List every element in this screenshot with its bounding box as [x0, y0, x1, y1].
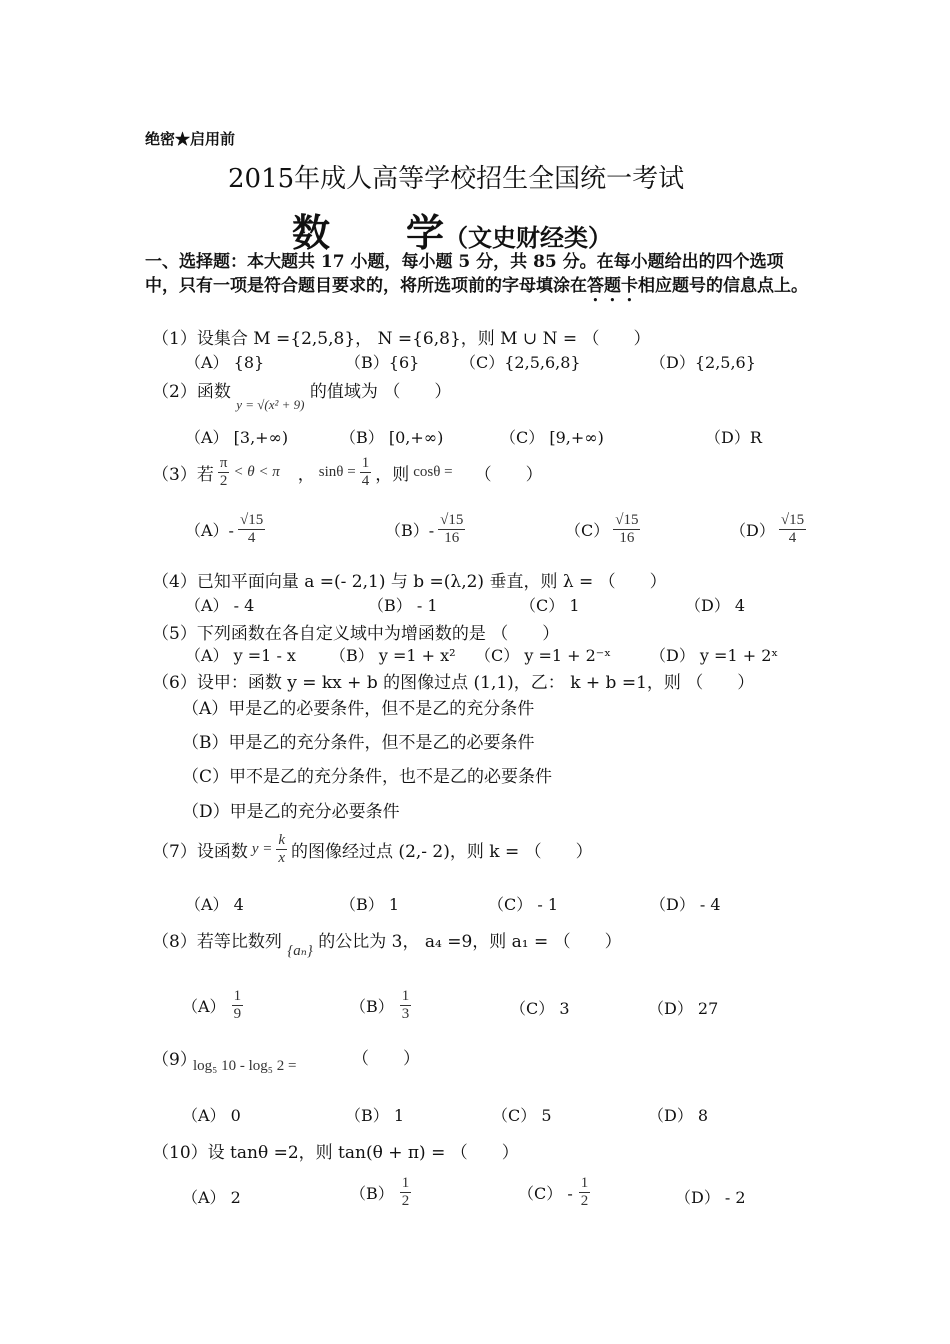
q9-option-d[interactable]: （D） 8 — [648, 1106, 709, 1125]
q8-b-label: （B） — [350, 996, 394, 1016]
q2-option-b[interactable]: （B） [0,+∞) — [340, 428, 444, 447]
question-5-stem: （5）下列函数在各自定义域中为增函数的是 （ ） — [152, 624, 560, 644]
q3-option-c[interactable] — [565, 512, 640, 546]
q3-range-num: π — [219, 455, 228, 471]
q5-option-b[interactable]: （B） y =1 + x² — [330, 646, 456, 665]
q7-fraction — [276, 832, 287, 866]
q6-option-d[interactable]: （D）甲是乙的充分必要条件 — [182, 802, 400, 822]
q10-c-num: 1 — [580, 1175, 589, 1191]
q4-option-c[interactable]: （C） 1 — [520, 596, 580, 615]
q6-option-a[interactable]: （A）甲是乙的必要条件，但不是乙的充分条件 — [182, 699, 535, 719]
q3-a-den: 4 — [247, 529, 256, 546]
q3-range-den: 2 — [219, 472, 228, 489]
q8-a-fraction — [232, 988, 244, 1022]
question-1-stem: （1）设集合 M ={2,5,8}， N ={6,8}，则 M ∪ N = （ ） — [152, 329, 651, 349]
q3-option-a[interactable] — [185, 512, 265, 546]
intro-answer-card: 答题卡 — [587, 276, 638, 296]
question-9-label: （9） — [152, 1050, 197, 1070]
q10-b-num: 1 — [401, 1175, 410, 1191]
q5-option-c[interactable]: （C） y =1 + 2⁻ˣ — [475, 646, 612, 665]
q9-option-c[interactable]: （C） 5 — [492, 1106, 552, 1125]
q7-option-a[interactable]: （A） 4 — [185, 895, 244, 914]
q3-d-fraction — [779, 512, 806, 546]
question-8-stem — [152, 927, 622, 959]
q9-option-b[interactable]: （B） 1 — [345, 1106, 405, 1125]
q2-expr: y = √(x² + 9) — [236, 397, 305, 412]
q10-c-label: （C） - — [518, 1183, 573, 1203]
q3-c-den: 16 — [619, 529, 635, 546]
q2-option-c[interactable]: （C） [9,+∞) — [500, 428, 604, 447]
q2-option-d[interactable]: （D）R — [705, 428, 762, 447]
q1-option-b[interactable]: （B）{6} — [345, 353, 420, 372]
subject-main: 数 学 — [292, 210, 445, 255]
q3-cos: cosθ = — [413, 463, 453, 480]
q6-option-b[interactable]: （B）甲是乙的充分条件，但不是乙的必要条件 — [182, 733, 535, 753]
q7-stem-b: 的图像经过点 (2,- 2)，则 k = （ ） — [291, 841, 593, 862]
q10-b-fraction — [400, 1175, 412, 1209]
q9-option-a[interactable]: （A） 0 — [182, 1106, 241, 1125]
q3-sin-num: 1 — [361, 455, 370, 471]
q7-option-c[interactable]: （C） - 1 — [488, 895, 559, 914]
exam-title: 2015年成人高等学校招生全国统一考试 — [228, 164, 685, 194]
q1-option-d[interactable]: （D）{2,5,6} — [650, 353, 756, 372]
q1-option-c[interactable]: （C）{2,5,6,8} — [460, 353, 581, 372]
q3-b-label: （B）- — [385, 520, 435, 540]
q7-num: k — [278, 832, 286, 848]
q8-option-b[interactable] — [350, 988, 411, 1022]
q8-b-den: 3 — [401, 1005, 410, 1022]
q3-d-num: √15 — [780, 512, 805, 528]
q7-stem-a: （7）设函数 — [152, 841, 248, 862]
q3-a-fraction — [238, 512, 265, 546]
q10-option-a[interactable]: （A） 2 — [182, 1188, 241, 1207]
q10-b-label: （B） — [350, 1183, 394, 1203]
q3-a-num: √15 — [239, 512, 264, 528]
q9-paren: （ ） — [352, 1049, 420, 1069]
q3-range-fraction — [218, 455, 230, 489]
q10-c-den: 2 — [580, 1192, 589, 1209]
intro-text-c: 相应题号的信息点上。 — [638, 276, 808, 296]
question-6-stem: （6）设甲：函数 y = kx + b 的图像过点 (1,1)，乙： k + b =1，则 （ ） — [152, 673, 755, 693]
q2-stem-b: 的值域为 （ ） — [309, 382, 452, 402]
q10-option-d[interactable]: （D） - 2 — [675, 1188, 746, 1207]
question-4-stem: （4）已知平面向量 a =(- 2,1) 与 b =(λ,2) 垂直，则 λ = （ ） — [152, 572, 667, 592]
q8-option-d[interactable]: （D） 27 — [648, 999, 719, 1018]
q3-stem-c: ，则 — [375, 464, 410, 485]
q8-b-fraction — [400, 988, 412, 1022]
q4-option-b[interactable]: （B） - 1 — [368, 596, 438, 615]
q2-stem-a: （2）函数 — [152, 382, 231, 402]
subject-title — [292, 202, 612, 257]
q4-option-a[interactable]: （A） - 4 — [185, 596, 255, 615]
q2-option-a[interactable]: （A） [3,+∞) — [185, 428, 289, 447]
q3-range-rest: < θ < π — [233, 463, 280, 480]
q5-option-d[interactable]: （D） y =1 + 2ˣ — [650, 646, 779, 665]
question-7-stem — [152, 832, 593, 866]
q10-b-den: 2 — [401, 1192, 410, 1209]
q8-b-num: 1 — [401, 988, 410, 1004]
q3-a-label: （A）- — [185, 520, 234, 540]
q7-option-d[interactable]: （D） - 4 — [650, 895, 721, 914]
q3-sin-fraction — [360, 455, 372, 489]
q3-sin: sinθ = — [318, 463, 356, 480]
q3-b-den: 16 — [444, 529, 460, 546]
section-intro — [145, 250, 813, 306]
q3-option-d[interactable] — [730, 512, 806, 546]
q8-a-num: 1 — [233, 988, 242, 1004]
q7-lhs: y = — [251, 840, 273, 857]
question-2-stem — [152, 377, 452, 412]
q8-stem-b: 的公比为 3， a₄ =9，则 a₁ = （ ） — [318, 932, 622, 952]
q3-sin-den: 4 — [361, 472, 370, 489]
q3-b-fraction — [438, 512, 465, 546]
q4-option-d[interactable]: （D） 4 — [685, 596, 746, 615]
q3-stem-d: （ ） — [474, 464, 543, 485]
q3-stem-a: （3）若 — [152, 464, 214, 485]
q8-option-c[interactable]: （C） 3 — [510, 999, 570, 1018]
q3-d-den: 4 — [788, 529, 797, 546]
q8-sequence: {aₙ} — [287, 943, 313, 959]
q3-option-b[interactable] — [385, 512, 465, 546]
q3-stem-b: ， — [297, 464, 315, 485]
q7-option-b[interactable]: （B） 1 — [340, 895, 400, 914]
q1-option-a[interactable]: （A） {8} — [185, 353, 265, 372]
q3-c-fraction — [613, 512, 640, 546]
q5-option-a[interactable]: （A） y =1 - x — [185, 646, 296, 665]
question-3-stem — [152, 455, 543, 489]
subject-sub: （文史财经类） — [444, 223, 613, 252]
q9-expression: log₅ 10 - log₅ 2 = — [193, 1058, 297, 1074]
q3-c-label: （C） — [565, 520, 610, 540]
q8-a-label: （A） — [182, 996, 226, 1016]
q7-den: x — [278, 849, 286, 866]
question-10-stem: （10）设 tanθ =2，则 tan(θ + π) = （ ） — [152, 1143, 519, 1163]
q3-b-num: √15 — [440, 512, 464, 528]
confidential-label: 绝密★启用前 — [145, 130, 236, 148]
q3-d-label: （D） — [730, 520, 775, 540]
q10-c-fraction — [579, 1175, 591, 1209]
q8-a-den: 9 — [233, 1005, 242, 1022]
q6-option-c[interactable]: （C）甲不是乙的充分条件，也不是乙的必要条件 — [182, 767, 553, 787]
q8-option-a[interactable] — [182, 988, 243, 1022]
q3-c-num: √15 — [615, 512, 639, 528]
q10-option-b[interactable] — [350, 1175, 411, 1209]
q10-option-c[interactable] — [518, 1175, 590, 1209]
q8-stem-a: （8）若等比数列 — [152, 932, 282, 952]
intro-text-a: 一、选择题：本大题共 17 小题，每小题 5 分，共 85 分。在每小题给出的四个选项中，只有一项是符合题目要求的，将所选项前的字母填涂在 — [145, 252, 784, 296]
